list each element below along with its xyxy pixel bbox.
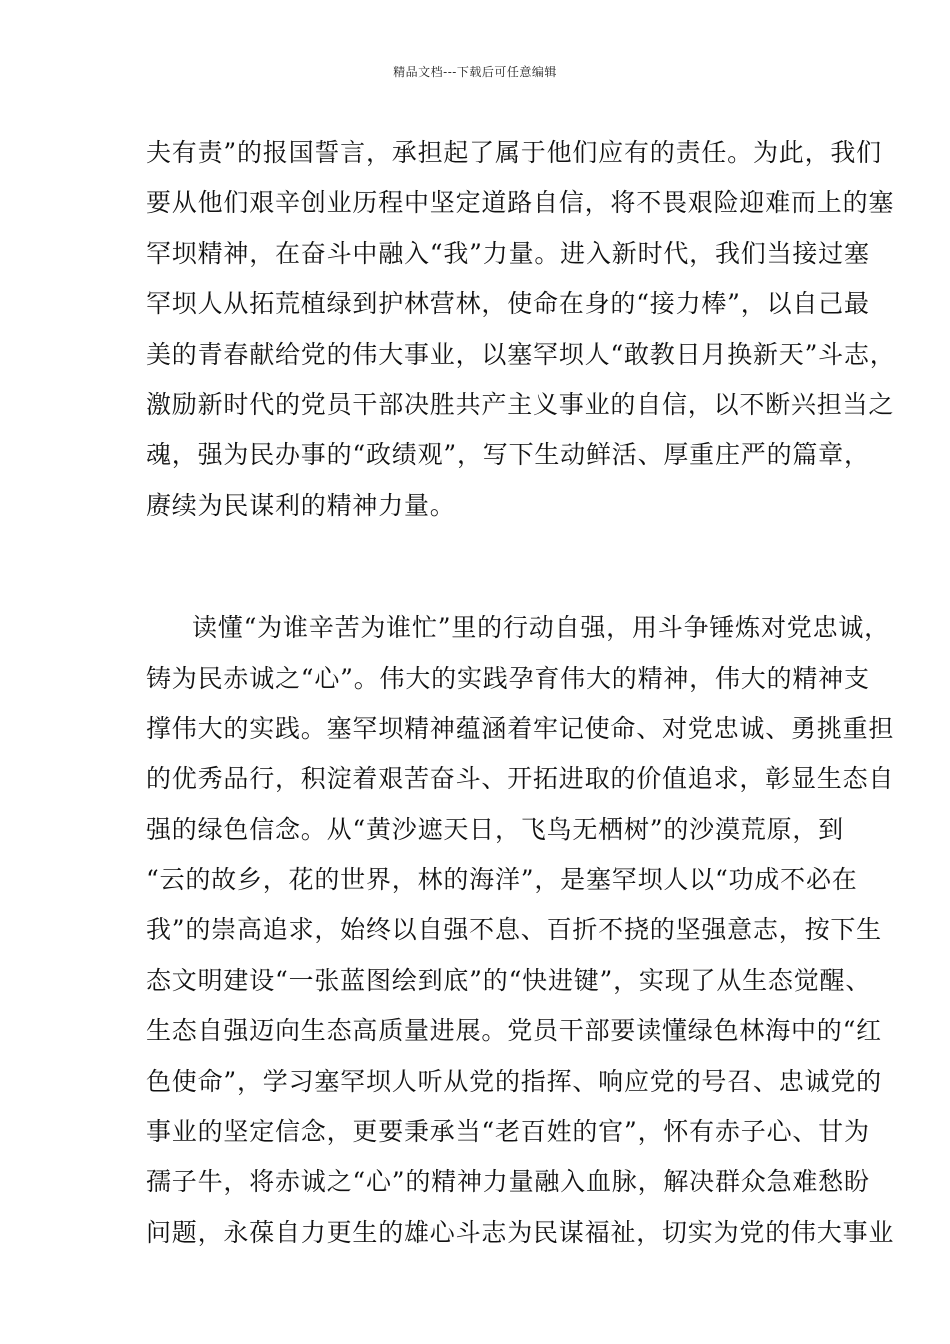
paragraph-line: 要从他们艰辛创业历程中坚定道路自信，将不畏艰险迎难而上的塞 (146, 188, 895, 218)
page-header: 精品文档---下载后可任意编辑 (393, 65, 557, 79)
paragraph-gap (146, 531, 826, 603)
paragraph-line: 的优秀品行，积淀着艰苦奋斗、开拓进取的价值追求，彰显生态自 (146, 764, 895, 794)
paragraph-line: 激励新时代的党员干部决胜共产主义事业的自信，以不断兴担当之 (146, 389, 895, 419)
paragraph-line: 铸为民赤诚之“心”。伟大的实践孕育伟大的精神，伟大的精神支 (146, 663, 870, 693)
paragraph-line: 色使命”，学习塞罕坝人听从党的指挥、响应党的号召、忠诚党的 (146, 1066, 882, 1096)
paragraph-line: 魂，强为民办事的“政绩观”，写下生动鲜活、厚重庄严的篇章， (146, 440, 870, 470)
document-body (146, 128, 896, 1258)
paragraph-line: 强的绿色信念。从“黄沙遮天日，飞鸟无栖树”的沙漠荒原，到 (146, 814, 844, 844)
paragraph-line: “云的故乡，花的世界，林的海洋”，是塞罕坝人以“功成不必在 (146, 865, 858, 895)
paragraph-line: 读懂“为谁辛苦为谁忙”里的行动自强，用斗争锤炼对党忠诚， (192, 613, 890, 643)
paragraph-line: 罕坝精神，在奋斗中融入“我”力量。进入新时代，我们当接过塞 (146, 238, 870, 268)
paragraph-line: 赓续为民谋利的精神力量。 (146, 490, 456, 520)
paragraph-line: 孺子牛，将赤诚之“心”的精神力量融入血脉，解决群众急难愁盼 (146, 1167, 870, 1197)
paragraph-line: 美的青春献给党的伟大事业，以塞罕坝人“敢教日月换新天”斗志， (146, 339, 896, 369)
paragraph-line: 我”的崇高追求，始终以自强不息、百折不挠的坚强意志，按下生 (146, 915, 882, 945)
paragraph-line: 夫有责”的报国誓言，承担起了属于他们应有的责任。为此，我们 (146, 138, 882, 167)
paragraph-1 (146, 128, 896, 531)
paragraph-line: 生态自强迈向生态高质量进展。党员干部要读懂绿色林海中的“红 (146, 1016, 882, 1046)
paragraph-line: 罕坝人从拓荒植绿到护林营林，使命在身的“接力棒”，以自己最 (146, 289, 870, 319)
paragraph-line: 问题，永葆自力更生的雄心斗志为民谋福祉，切实为党的伟大事业 (146, 1217, 895, 1247)
paragraph-line: 事业的坚定信念，更要秉承当“老百姓的官”，怀有赤子心、甘为 (146, 1117, 870, 1147)
paragraph-line: 撑伟大的实践。塞罕坝精神蕴涵着牢记使命、对党忠诚、勇挑重担 (146, 713, 895, 743)
paragraph-2 (146, 603, 895, 1258)
paragraph-line: 态文明建设“一张蓝图绘到底”的“快进键”，实现了从生态觉醒、 (146, 965, 872, 995)
